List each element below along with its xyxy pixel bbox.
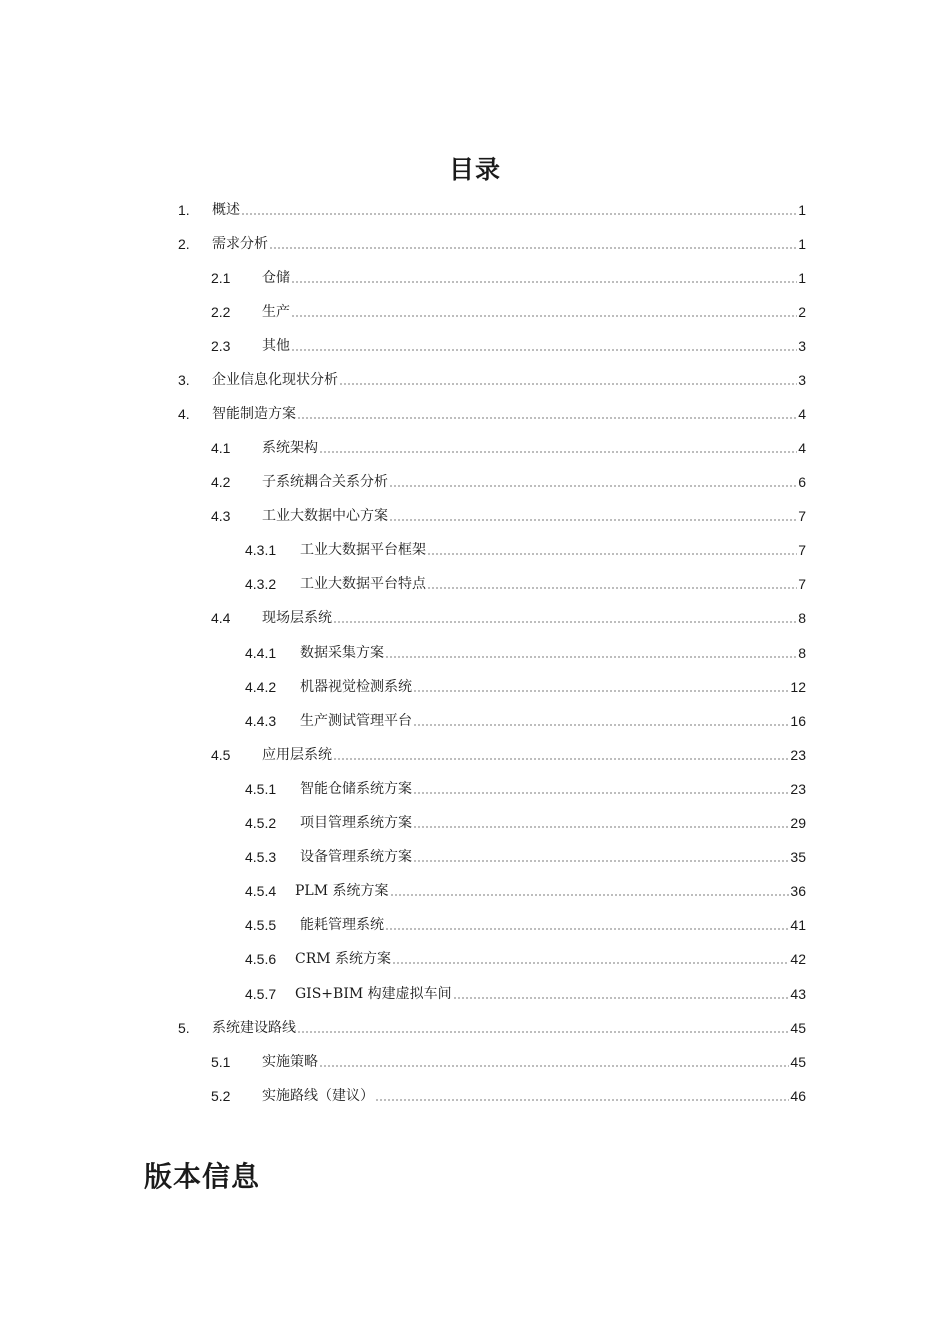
- toc-entry-number: 4.5.5: [245, 917, 277, 933]
- toc-entry[interactable]: [211, 503, 806, 525]
- toc-entry-page: 23: [790, 781, 806, 797]
- toc-entry-number: 4.5.3: [245, 849, 277, 865]
- toc-entry[interactable]: [211, 333, 806, 355]
- toc-entry-page: 35: [790, 849, 806, 865]
- toc-leader-dots: [291, 281, 797, 283]
- toc-entry-text: 智能仓储系统方案: [300, 781, 412, 797]
- toc-entry-text: CRM 系统方案: [295, 951, 392, 967]
- toc-entry-text: 数据采集方案: [300, 645, 384, 661]
- toc-entry-page: 29: [790, 815, 806, 831]
- toc-entry[interactable]: [245, 776, 806, 798]
- toc-entry-text: GIS+BIM 构建虚拟车间: [295, 986, 452, 1002]
- toc-entry-number: 4.5.6: [245, 951, 277, 967]
- toc-leader-dots: [333, 621, 797, 623]
- toc-leader-dots: [413, 690, 789, 692]
- toc-entry-page: 6: [798, 474, 806, 490]
- toc-entry[interactable]: [245, 878, 806, 900]
- toc-leader-dots: [413, 860, 789, 862]
- toc-entry-page: 3: [798, 338, 806, 354]
- toc-entry-text: 工业大数据平台特点: [300, 576, 426, 592]
- toc-entry-number: 4.: [178, 406, 190, 422]
- toc-leader-dots: [319, 451, 797, 453]
- toc-entry-number: 5.2: [211, 1088, 231, 1104]
- toc-leader-dots: [453, 997, 790, 999]
- toc-entry-page: 23: [790, 747, 806, 763]
- toc-entry-text: 仓储: [262, 270, 290, 286]
- toc-leader-dots: [375, 1099, 789, 1101]
- toc-entry-text: 应用层系统: [262, 747, 332, 763]
- toc-entry[interactable]: [245, 674, 806, 696]
- toc-entry-number: 4.4.3: [245, 713, 277, 729]
- toc-entry-text: 工业大数据中心方案: [262, 508, 388, 524]
- toc-entry-number: 2.2: [211, 304, 231, 320]
- toc-entry[interactable]: [245, 537, 806, 559]
- toc-entry[interactable]: [211, 1083, 806, 1105]
- toc-leader-dots: [297, 417, 797, 419]
- toc-leader-dots: [427, 553, 797, 555]
- toc-entry[interactable]: [245, 810, 806, 832]
- toc-entry[interactable]: [178, 401, 806, 423]
- toc-entry-page: 43: [790, 986, 806, 1002]
- toc-leader-dots: [269, 247, 797, 249]
- toc-leader-dots: [385, 928, 789, 930]
- toc-entry-page: 45: [790, 1054, 806, 1070]
- toc-entry-text: 企业信息化现状分析: [212, 372, 338, 388]
- toc-entry-number: 4.5.2: [245, 815, 277, 831]
- toc-entry-page: 1: [798, 202, 806, 218]
- toc-entry-number: 4.4.1: [245, 645, 277, 661]
- toc-entry-page: 46: [790, 1088, 806, 1104]
- toc-entry-number: 1.: [178, 202, 190, 218]
- toc-entry-page: 42: [790, 951, 806, 967]
- toc-leader-dots: [427, 587, 797, 589]
- toc-entry-text: 工业大数据平台框架: [300, 542, 426, 558]
- toc-entry-text: 生产测试管理平台: [300, 713, 412, 729]
- toc-entry[interactable]: [178, 197, 806, 219]
- toc-entry-page: 7: [798, 542, 806, 558]
- toc-entry-number: 5.: [178, 1020, 190, 1036]
- toc-leader-dots: [297, 1031, 789, 1033]
- toc-entry-page: 12: [790, 679, 806, 695]
- toc-entry-number: 4.1: [211, 440, 231, 456]
- toc-entry-text: 需求分析: [212, 236, 268, 252]
- toc-entry-number: 3.: [178, 372, 190, 388]
- toc-entry-number: 2.: [178, 236, 190, 252]
- toc-entry-text: 其他: [262, 338, 290, 354]
- toc-entry-text: 子系统耦合关系分析: [262, 474, 388, 490]
- version-info-heading: 版本信息: [144, 1160, 261, 1193]
- toc-entry-text: 实施策略: [262, 1054, 318, 1070]
- toc-entry-page: 45: [790, 1020, 806, 1036]
- toc-entry-number: 4.3.2: [245, 576, 277, 592]
- toc-entry-page: 41: [790, 917, 806, 933]
- toc-leader-dots: [339, 383, 797, 385]
- toc-leader-dots: [319, 1065, 789, 1067]
- toc-entry-number: 4.5.7: [245, 986, 277, 1002]
- toc-entry-text: 智能制造方案: [212, 406, 296, 422]
- toc-entry[interactable]: [211, 299, 806, 321]
- toc-entry-page: 3: [798, 372, 806, 388]
- toc-entry[interactable]: [245, 844, 806, 866]
- toc-entry-text: 实施路线（建议）: [262, 1088, 374, 1104]
- toc-leader-dots: [390, 894, 790, 896]
- toc-entry-page: 7: [798, 576, 806, 592]
- toc-leader-dots: [385, 656, 797, 658]
- toc-entry-page: 8: [798, 610, 806, 626]
- toc-entry[interactable]: [245, 708, 806, 730]
- toc-leader-dots: [241, 213, 797, 215]
- toc-entry-text: 概述: [212, 202, 240, 218]
- toc-entry[interactable]: [178, 231, 806, 253]
- toc-entry-text: 设备管理系统方案: [300, 849, 412, 865]
- toc-entry-page: 8: [798, 645, 806, 661]
- toc-entry-number: 4.2: [211, 474, 231, 490]
- toc-entry[interactable]: [245, 912, 806, 934]
- toc-leader-dots: [389, 519, 797, 521]
- toc-entry[interactable]: [178, 1015, 806, 1037]
- toc-entry[interactable]: [211, 742, 806, 764]
- toc-leader-dots: [413, 724, 789, 726]
- toc-entry-number: 4.5.1: [245, 781, 277, 797]
- toc-entry-text: 系统架构: [262, 440, 318, 456]
- toc-entry-page: 4: [798, 440, 806, 456]
- toc-entry[interactable]: [178, 367, 806, 389]
- toc-leader-dots: [291, 349, 797, 351]
- toc-entry-text: PLM 系统方案: [295, 883, 389, 899]
- toc-entry-page: 36: [790, 883, 806, 899]
- toc-entry-page: 2: [798, 304, 806, 320]
- toc-entry-text: 系统建设路线: [212, 1020, 296, 1036]
- toc-entry-number: 2.3: [211, 338, 231, 354]
- toc-entry-text: 生产: [262, 304, 290, 320]
- toc-entry-page: 1: [798, 236, 806, 252]
- toc-entry[interactable]: [245, 946, 806, 968]
- toc-entry[interactable]: [211, 605, 806, 627]
- toc-entry[interactable]: [245, 571, 806, 593]
- toc-entry-text: 机器视觉检测系统: [300, 679, 412, 695]
- toc-entry[interactable]: [211, 435, 806, 457]
- toc-leader-dots: [413, 792, 789, 794]
- toc-entry-page: 4: [798, 406, 806, 422]
- toc-entry-number: 4.4: [211, 610, 231, 626]
- toc-entry-number: 4.5: [211, 747, 231, 763]
- toc-entry[interactable]: [211, 1049, 806, 1071]
- toc-entry-number: 2.1: [211, 270, 231, 286]
- toc-title: 目录: [448, 155, 501, 184]
- toc-leader-dots: [392, 962, 789, 964]
- toc-entry-number: 4.3: [211, 508, 231, 524]
- toc-entry[interactable]: [245, 640, 806, 662]
- toc-entry-text: 现场层系统: [262, 610, 332, 626]
- toc-entry-text: 能耗管理系统: [300, 917, 384, 933]
- toc-entry-page: 16: [790, 713, 806, 729]
- toc-entry-number: 4.5.4: [245, 883, 277, 899]
- toc-entry-page: 7: [798, 508, 806, 524]
- toc-leader-dots: [413, 826, 789, 828]
- toc-leader-dots: [291, 315, 797, 317]
- toc-entry-number: 4.3.1: [245, 542, 277, 558]
- toc-leader-dots: [389, 485, 797, 487]
- toc-entry[interactable]: [245, 981, 806, 1003]
- toc-entry[interactable]: [211, 265, 806, 287]
- toc-leader-dots: [333, 758, 789, 760]
- toc-entry[interactable]: [211, 469, 806, 491]
- toc-entry-number: 5.1: [211, 1054, 231, 1070]
- toc-entry-text: 项目管理系统方案: [300, 815, 412, 831]
- toc-entry-page: 1: [798, 270, 806, 286]
- toc-entry-number: 4.4.2: [245, 679, 277, 695]
